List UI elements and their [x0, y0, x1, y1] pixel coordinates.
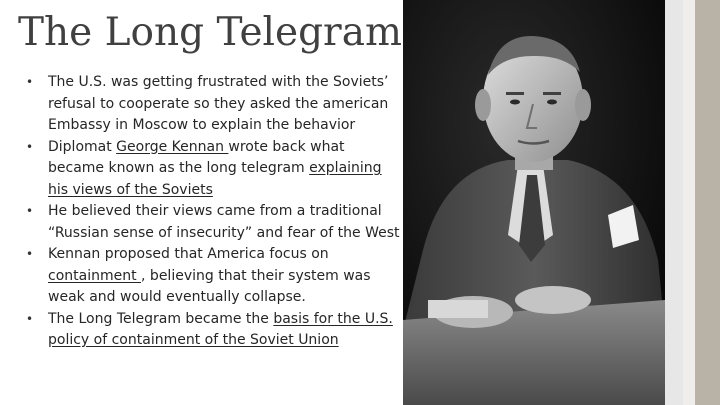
george-kennan-link[interactable]: George Kennan	[116, 138, 229, 155]
bullet-text: He believed their views came from a traditional “Russian sense of insecurity” and fear of the West	[48, 203, 400, 241]
bullet-dot-icon: •	[26, 139, 34, 154]
bullet-item	[22, 244, 402, 309]
containment-policy-link[interactable]: basis for the U.S. policy of containment of the Soviet Union	[48, 310, 393, 348]
bullet-item	[22, 137, 402, 202]
containment-link[interactable]: containment	[48, 267, 142, 284]
bullet-text: The Long Telegram became the	[48, 310, 274, 327]
portrait-photo-icon	[403, 0, 665, 405]
bullet-text: The U.S. was getting frustrated with the Soviets’ refusal to cooperate so they asked the american Embassy in Moscow to explain the behavior	[48, 74, 389, 133]
side-stripe	[665, 0, 683, 405]
bullet-text: Kennan proposed that America focus on	[48, 246, 329, 262]
bullet-text: Diplomat	[48, 138, 117, 155]
bullet-item	[22, 201, 402, 244]
slide-title: The Long Telegram	[18, 10, 402, 55]
bullet-dot-icon: •	[26, 311, 34, 326]
bullet-text: wrote back what became known as the long telegram	[48, 138, 345, 176]
bullet-text: , believing that their system was weak and would eventually collapse.	[48, 267, 371, 305]
bullet-item	[22, 309, 402, 352]
bullet-dot-icon: •	[26, 204, 34, 218]
bullet-dot-icon: •	[26, 247, 34, 261]
bullet-item	[22, 72, 402, 137]
bullet-dot-icon: •	[26, 75, 34, 89]
side-stripe	[683, 0, 695, 405]
explaining-views-link[interactable]: explaining his views of the Soviets	[48, 160, 382, 198]
side-stripe	[695, 0, 720, 405]
kennan-portrait-photo	[403, 0, 665, 405]
bullet-list	[22, 72, 402, 352]
